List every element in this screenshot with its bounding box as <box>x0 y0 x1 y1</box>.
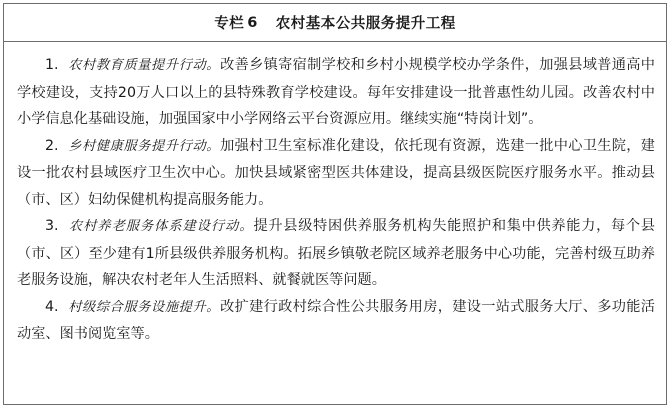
list-item <box>17 52 655 133</box>
title-text: 农村基本公共服务提升工程 <box>275 16 456 32</box>
item-index: 1. <box>45 57 59 73</box>
item-lead: 乡村健康服务提升行动。 <box>68 138 221 154</box>
item-lead: 村级综合服务设施提升。 <box>68 299 221 315</box>
item-lead: 农村教育质量提升行动。 <box>68 58 221 73</box>
list-item <box>17 133 655 214</box>
item-text: 加强村卫生室标准化建设，依托现有资源，选建一批中心卫生院，建设一批农村县域医疗卫生次中心。加快县域紧密型医共体建设，提高县级医院医疗服务水平。推动县（市、区）妇幼保健机构提高服务能力。 <box>17 137 655 208</box>
list-item <box>17 294 655 348</box>
item-text: 提升县级特困供养服务机构失能照护和集中供养能力，每个县（市、区）至少建有1所县级供养服务机构。拓展乡镇敬老院区域养老服务中心功能，完善村级互助养老服务设施，解决农村老年人生活照料、就餐就医等问题。 <box>17 218 655 288</box>
column-title <box>4 4 666 42</box>
item-index: 4. <box>45 298 59 315</box>
item-index: 3. <box>45 218 59 234</box>
column-content <box>4 42 666 348</box>
column-box <box>3 3 667 405</box>
item-lead: 农村养老服务体系建设行动。 <box>68 219 254 234</box>
title-prefix: 专栏 <box>214 16 245 32</box>
item-text: 改善乡镇寄宿制学校和乡村小规模学校办学条件，加强县域普通高中学校建设，支持20万人口以上的县特殊教育学校建设。每年安排建设一批普惠性幼儿园。改善农村中小学信息化基础设施，加强国家中小学网络云平台资源应用。继续实施“特岗计划”。 <box>17 57 655 127</box>
list-item <box>17 213 655 294</box>
item-text: 改扩建行政村综合性公共服务用房，建设一站式服务大厅、多功能活动室、图书阅览室等。 <box>17 298 655 342</box>
title-number: 6 <box>247 14 258 31</box>
item-index: 2. <box>45 137 59 154</box>
